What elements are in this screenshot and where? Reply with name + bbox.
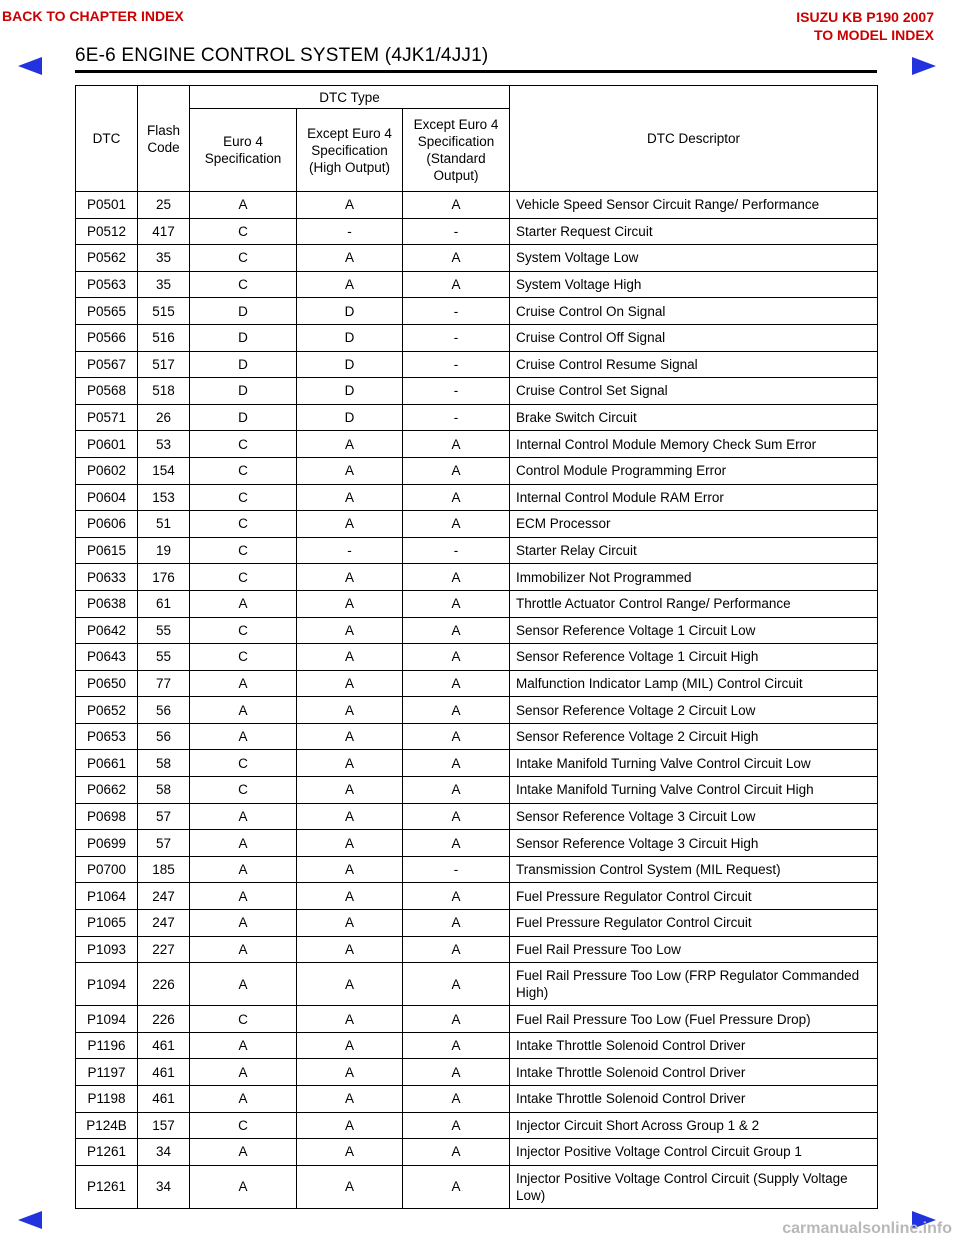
cell-except-high: A: [297, 1139, 403, 1166]
cell-dtc: P1261: [76, 1139, 138, 1166]
cell-flash-code: 34: [138, 1165, 190, 1208]
cell-dtc: P0601: [76, 431, 138, 458]
cell-euro4: A: [190, 697, 297, 724]
cell-except-standard: A: [403, 1139, 510, 1166]
cell-descriptor: Starter Relay Circuit: [510, 537, 878, 564]
table-row: [76, 910, 878, 937]
cell-euro4: A: [190, 910, 297, 937]
cell-euro4: A: [190, 963, 297, 1006]
table-row: [76, 537, 878, 564]
header-dtc-descriptor: DTC Descriptor: [510, 86, 878, 192]
cell-dtc: P0643: [76, 644, 138, 671]
cell-except-high: A: [297, 431, 403, 458]
table-row: [76, 697, 878, 724]
cell-dtc: P0606: [76, 511, 138, 538]
cell-descriptor: Immobilizer Not Programmed: [510, 564, 878, 591]
cell-descriptor: Malfunction Indicator Lamp (MIL) Control Circuit: [510, 670, 878, 697]
dtc-table-body: [76, 192, 878, 1209]
cell-descriptor: Fuel Rail Pressure Too Low: [510, 936, 878, 963]
cell-flash-code: 417: [138, 218, 190, 245]
table-row: [76, 1059, 878, 1086]
cell-euro4: D: [190, 351, 297, 378]
cell-dtc: P1197: [76, 1059, 138, 1086]
cell-except-standard: -: [403, 218, 510, 245]
cell-dtc: P124B: [76, 1112, 138, 1139]
cell-except-high: A: [297, 1059, 403, 1086]
cell-dtc: P1198: [76, 1086, 138, 1113]
cell-except-standard: A: [403, 803, 510, 830]
cell-except-standard: A: [403, 271, 510, 298]
cell-except-standard: A: [403, 590, 510, 617]
cell-dtc: P0661: [76, 750, 138, 777]
cell-descriptor: Sensor Reference Voltage 2 Circuit Low: [510, 697, 878, 724]
cell-except-standard: A: [403, 1086, 510, 1113]
cell-except-high: A: [297, 750, 403, 777]
table-row: [76, 830, 878, 857]
cell-except-high: A: [297, 192, 403, 219]
cell-except-standard: A: [403, 1059, 510, 1086]
header-dtc: DTC: [76, 86, 138, 192]
cell-descriptor: Fuel Rail Pressure Too Low (Fuel Pressure Drop): [510, 1006, 878, 1033]
cell-dtc: P1196: [76, 1032, 138, 1059]
cell-euro4: A: [190, 856, 297, 883]
table-row: [76, 404, 878, 431]
cell-descriptor: Throttle Actuator Control Range/ Performance: [510, 590, 878, 617]
cell-dtc: P1261: [76, 1165, 138, 1208]
cell-except-high: A: [297, 484, 403, 511]
cell-flash-code: 35: [138, 271, 190, 298]
table-row: [76, 192, 878, 219]
cell-dtc: P0638: [76, 590, 138, 617]
cell-flash-code: 226: [138, 1006, 190, 1033]
cell-euro4: C: [190, 245, 297, 272]
to-model-index-link[interactable]: TO MODEL INDEX: [813, 27, 934, 43]
cell-flash-code: 53: [138, 431, 190, 458]
cell-euro4: C: [190, 777, 297, 804]
cell-flash-code: 154: [138, 457, 190, 484]
previous-page-arrow-icon-bottom[interactable]: [18, 1211, 42, 1229]
cell-dtc: P0653: [76, 723, 138, 750]
cell-descriptor: Starter Request Circuit: [510, 218, 878, 245]
cell-descriptor: Intake Manifold Turning Valve Control Circuit High: [510, 777, 878, 804]
cell-except-standard: A: [403, 511, 510, 538]
header-divider: [75, 70, 877, 73]
table-row: [76, 1165, 878, 1208]
table-row: [76, 1086, 878, 1113]
cell-except-standard: A: [403, 1006, 510, 1033]
cell-except-high: A: [297, 936, 403, 963]
cell-except-high: A: [297, 697, 403, 724]
cell-except-high: A: [297, 457, 403, 484]
cell-dtc: P0568: [76, 378, 138, 405]
cell-flash-code: 77: [138, 670, 190, 697]
page-title: 6E-6 ENGINE CONTROL SYSTEM (4JK1/4JJ1): [75, 45, 489, 66]
cell-dtc: P0563: [76, 271, 138, 298]
cell-except-high: A: [297, 590, 403, 617]
cell-euro4: A: [190, 830, 297, 857]
cell-flash-code: 57: [138, 803, 190, 830]
cell-euro4: C: [190, 617, 297, 644]
cell-euro4: A: [190, 1032, 297, 1059]
cell-except-high: -: [297, 218, 403, 245]
cell-descriptor: Injector Circuit Short Across Group 1 & 2: [510, 1112, 878, 1139]
cell-except-standard: -: [403, 324, 510, 351]
cell-euro4: C: [190, 537, 297, 564]
cell-flash-code: 176: [138, 564, 190, 591]
cell-except-standard: A: [403, 457, 510, 484]
cell-except-standard: A: [403, 1165, 510, 1208]
table-row: [76, 298, 878, 325]
cell-dtc: P1065: [76, 910, 138, 937]
table-row: [76, 750, 878, 777]
cell-descriptor: Injector Positive Voltage Control Circuit Group 1: [510, 1139, 878, 1166]
cell-flash-code: 517: [138, 351, 190, 378]
cell-descriptor: Vehicle Speed Sensor Circuit Range/ Performance: [510, 192, 878, 219]
table-row: [76, 245, 878, 272]
header-except-standard: Except Euro 4 Specification (Standard Output): [403, 109, 510, 192]
cell-flash-code: 227: [138, 936, 190, 963]
cell-except-standard: A: [403, 883, 510, 910]
cell-euro4: C: [190, 750, 297, 777]
cell-dtc: P0699: [76, 830, 138, 857]
cell-flash-code: 157: [138, 1112, 190, 1139]
cell-descriptor: Cruise Control Off Signal: [510, 324, 878, 351]
cell-flash-code: 61: [138, 590, 190, 617]
cell-dtc: P0571: [76, 404, 138, 431]
cell-descriptor: Brake Switch Circuit: [510, 404, 878, 431]
cell-dtc: P1064: [76, 883, 138, 910]
cell-flash-code: 57: [138, 830, 190, 857]
cell-except-standard: A: [403, 617, 510, 644]
cell-descriptor: Intake Throttle Solenoid Control Driver: [510, 1032, 878, 1059]
cell-except-high: D: [297, 351, 403, 378]
cell-flash-code: 34: [138, 1139, 190, 1166]
cell-flash-code: 55: [138, 617, 190, 644]
cell-euro4: C: [190, 1006, 297, 1033]
cell-except-high: A: [297, 1112, 403, 1139]
cell-except-high: A: [297, 803, 403, 830]
table-row: [76, 617, 878, 644]
cell-euro4: C: [190, 644, 297, 671]
cell-except-standard: A: [403, 245, 510, 272]
cell-flash-code: 35: [138, 245, 190, 272]
cell-except-standard: A: [403, 830, 510, 857]
cell-dtc: P0501: [76, 192, 138, 219]
cell-descriptor: Intake Throttle Solenoid Control Driver: [510, 1059, 878, 1086]
cell-dtc: P1094: [76, 963, 138, 1006]
cell-descriptor: ECM Processor: [510, 511, 878, 538]
dtc-table: [75, 85, 878, 1209]
cell-euro4: A: [190, 1086, 297, 1113]
cell-dtc: P0642: [76, 617, 138, 644]
cell-euro4: C: [190, 457, 297, 484]
table-row: [76, 590, 878, 617]
cell-euro4: A: [190, 803, 297, 830]
cell-descriptor: Sensor Reference Voltage 1 Circuit High: [510, 644, 878, 671]
cell-except-standard: -: [403, 404, 510, 431]
cell-except-high: A: [297, 883, 403, 910]
table-row: [76, 936, 878, 963]
cell-except-high: A: [297, 963, 403, 1006]
cell-except-standard: A: [403, 750, 510, 777]
cell-descriptor: System Voltage Low: [510, 245, 878, 272]
watermark: carmanualsonline.info: [782, 1220, 952, 1237]
cell-except-standard: A: [403, 192, 510, 219]
cell-except-high: A: [297, 511, 403, 538]
cell-euro4: A: [190, 1165, 297, 1208]
cell-dtc: P0633: [76, 564, 138, 591]
table-row: [76, 1139, 878, 1166]
cell-except-high: D: [297, 404, 403, 431]
cell-except-high: D: [297, 324, 403, 351]
cell-dtc: P0662: [76, 777, 138, 804]
header-dtc-type: DTC Type: [190, 86, 510, 109]
table-row: [76, 457, 878, 484]
cell-euro4: C: [190, 431, 297, 458]
model-nav: [796, 8, 934, 44]
cell-flash-code: 58: [138, 750, 190, 777]
cell-dtc: P1094: [76, 1006, 138, 1033]
table-row: [76, 1032, 878, 1059]
cell-descriptor: Fuel Pressure Regulator Control Circuit: [510, 883, 878, 910]
cell-descriptor: Intake Manifold Turning Valve Control Circuit Low: [510, 750, 878, 777]
cell-except-high: A: [297, 1086, 403, 1113]
cell-except-standard: A: [403, 697, 510, 724]
table-row: [76, 883, 878, 910]
cell-euro4: C: [190, 1112, 297, 1139]
cell-euro4: D: [190, 404, 297, 431]
cell-except-standard: -: [403, 298, 510, 325]
cell-descriptor: Sensor Reference Voltage 1 Circuit Low: [510, 617, 878, 644]
cell-descriptor: Transmission Control System (MIL Request): [510, 856, 878, 883]
header-euro4: Euro 4 Specification: [190, 109, 297, 192]
cell-except-high: A: [297, 830, 403, 857]
next-page-arrow-icon[interactable]: [912, 57, 936, 75]
cell-euro4: C: [190, 484, 297, 511]
cell-flash-code: 247: [138, 910, 190, 937]
table-row: [76, 1112, 878, 1139]
table-row: [76, 511, 878, 538]
cell-except-high: D: [297, 378, 403, 405]
cell-euro4: A: [190, 723, 297, 750]
cell-flash-code: 19: [138, 537, 190, 564]
cell-dtc: P0652: [76, 697, 138, 724]
cell-except-high: A: [297, 910, 403, 937]
cell-dtc: P0700: [76, 856, 138, 883]
cell-except-high: A: [297, 670, 403, 697]
cell-except-standard: A: [403, 484, 510, 511]
cell-flash-code: 515: [138, 298, 190, 325]
cell-descriptor: Cruise Control Set Signal: [510, 378, 878, 405]
cell-except-standard: A: [403, 644, 510, 671]
cell-euro4: C: [190, 511, 297, 538]
table-row: [76, 378, 878, 405]
cell-dtc: P0650: [76, 670, 138, 697]
cell-except-high: -: [297, 537, 403, 564]
cell-dtc: P0566: [76, 324, 138, 351]
cell-flash-code: 185: [138, 856, 190, 883]
table-row: [76, 670, 878, 697]
table-row: [76, 644, 878, 671]
cell-except-standard: -: [403, 351, 510, 378]
cell-except-high: D: [297, 298, 403, 325]
cell-euro4: A: [190, 936, 297, 963]
cell-flash-code: 25: [138, 192, 190, 219]
table-row: [76, 723, 878, 750]
cell-euro4: A: [190, 590, 297, 617]
header-flash-code: Flash Code: [138, 86, 190, 192]
cell-euro4: A: [190, 192, 297, 219]
cell-dtc: P0567: [76, 351, 138, 378]
cell-except-standard: A: [403, 1112, 510, 1139]
cell-descriptor: Fuel Rail Pressure Too Low (FRP Regulator Commanded High): [510, 963, 878, 1006]
table-row: [76, 271, 878, 298]
table-row: [76, 351, 878, 378]
cell-except-high: A: [297, 564, 403, 591]
cell-descriptor: Sensor Reference Voltage 2 Circuit High: [510, 723, 878, 750]
header-except-high: Except Euro 4 Specification (High Output): [297, 109, 403, 192]
cell-descriptor: System Voltage High: [510, 271, 878, 298]
previous-page-arrow-icon[interactable]: [18, 57, 42, 75]
cell-euro4: C: [190, 564, 297, 591]
cell-except-standard: -: [403, 378, 510, 405]
cell-descriptor: Fuel Pressure Regulator Control Circuit: [510, 910, 878, 937]
cell-except-standard: A: [403, 723, 510, 750]
cell-descriptor: Injector Positive Voltage Control Circuit (Supply Voltage Low): [510, 1165, 878, 1208]
cell-dtc: P0615: [76, 537, 138, 564]
cell-descriptor: Sensor Reference Voltage 3 Circuit Low: [510, 803, 878, 830]
table-row: [76, 484, 878, 511]
table-row: [76, 1006, 878, 1033]
table-row: [76, 324, 878, 351]
cell-descriptor: Internal Control Module Memory Check Sum Error: [510, 431, 878, 458]
cell-descriptor: Cruise Control On Signal: [510, 298, 878, 325]
cell-euro4: D: [190, 378, 297, 405]
cell-except-high: A: [297, 271, 403, 298]
cell-flash-code: 56: [138, 697, 190, 724]
cell-descriptor: Control Module Programming Error: [510, 457, 878, 484]
cell-except-standard: A: [403, 431, 510, 458]
table-row: [76, 564, 878, 591]
cell-dtc: P1093: [76, 936, 138, 963]
cell-euro4: D: [190, 324, 297, 351]
table-row: [76, 431, 878, 458]
cell-except-high: A: [297, 777, 403, 804]
cell-flash-code: 461: [138, 1059, 190, 1086]
cell-dtc: P0512: [76, 218, 138, 245]
cell-flash-code: 461: [138, 1032, 190, 1059]
cell-except-standard: -: [403, 537, 510, 564]
cell-euro4: D: [190, 298, 297, 325]
cell-except-standard: A: [403, 910, 510, 937]
cell-flash-code: 51: [138, 511, 190, 538]
cell-euro4: A: [190, 1059, 297, 1086]
cell-descriptor: Cruise Control Resume Signal: [510, 351, 878, 378]
cell-flash-code: 226: [138, 963, 190, 1006]
table-row: [76, 777, 878, 804]
cell-descriptor: Intake Throttle Solenoid Control Driver: [510, 1086, 878, 1113]
cell-euro4: C: [190, 271, 297, 298]
table-row: [76, 218, 878, 245]
cell-except-standard: A: [403, 670, 510, 697]
table-row: [76, 856, 878, 883]
cell-euro4: A: [190, 883, 297, 910]
cell-except-high: A: [297, 617, 403, 644]
table-row: [76, 963, 878, 1006]
cell-euro4: C: [190, 218, 297, 245]
cell-except-standard: A: [403, 777, 510, 804]
cell-flash-code: 518: [138, 378, 190, 405]
cell-except-high: A: [297, 723, 403, 750]
cell-except-standard: A: [403, 564, 510, 591]
cell-descriptor: Sensor Reference Voltage 3 Circuit High: [510, 830, 878, 857]
cell-except-standard: A: [403, 936, 510, 963]
cell-except-high: A: [297, 1006, 403, 1033]
cell-except-standard: -: [403, 856, 510, 883]
cell-except-standard: A: [403, 1032, 510, 1059]
cell-dtc: P0565: [76, 298, 138, 325]
cell-except-high: A: [297, 245, 403, 272]
cell-except-high: A: [297, 1032, 403, 1059]
cell-flash-code: 247: [138, 883, 190, 910]
cell-flash-code: 516: [138, 324, 190, 351]
model-link[interactable]: ISUZU KB P190 2007: [796, 9, 934, 25]
cell-flash-code: 153: [138, 484, 190, 511]
table-row: [76, 803, 878, 830]
cell-flash-code: 26: [138, 404, 190, 431]
cell-flash-code: 55: [138, 644, 190, 671]
cell-dtc: P0562: [76, 245, 138, 272]
cell-dtc: P0698: [76, 803, 138, 830]
cell-dtc: P0602: [76, 457, 138, 484]
cell-except-high: A: [297, 1165, 403, 1208]
cell-flash-code: 56: [138, 723, 190, 750]
cell-euro4: A: [190, 670, 297, 697]
back-to-chapter-link[interactable]: BACK TO CHAPTER INDEX: [2, 8, 184, 24]
cell-except-high: A: [297, 856, 403, 883]
cell-except-standard: A: [403, 963, 510, 1006]
cell-flash-code: 461: [138, 1086, 190, 1113]
cell-dtc: P0604: [76, 484, 138, 511]
cell-except-high: A: [297, 644, 403, 671]
cell-descriptor: Internal Control Module RAM Error: [510, 484, 878, 511]
cell-euro4: A: [190, 1139, 297, 1166]
cell-flash-code: 58: [138, 777, 190, 804]
